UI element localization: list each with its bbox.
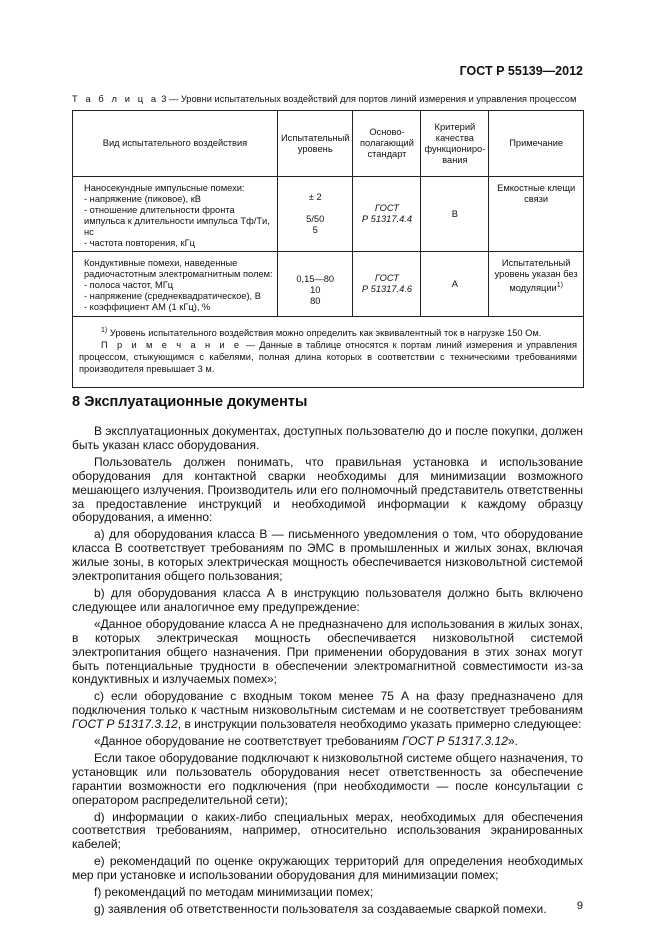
standard: Р 51317.4.4 [361, 214, 413, 224]
paragraph: g) заявления об ответственности пользователя за создаваемые сваркой помехи. [94, 902, 547, 916]
text: ». [507, 734, 518, 749]
col-header: Критерий качества функциониро-вания [421, 111, 489, 177]
level: 5/50 [306, 214, 325, 224]
paragraph: «Данное оборудование класса А не предназначено для использования в жилых зонах, в которых электрическая мощность обеспечивается низковольтной системой электропитания общего назначения. При применении оборудования в этих зонах могут быть потенциальные трудности в обеспечении электромагнитной совместимости из-за кондуктивных и излучаемых помех»; [72, 616, 583, 687]
text: c) если оборудование с входным током менее 75 А на фазу предназначено для подключения только к частным низковольтным системам и не соответствует требованиям [72, 689, 583, 718]
footnote [79, 325, 577, 339]
criterion-cell: A [421, 252, 489, 317]
row-title: Кондуктивные помехи, наведенные радиочастотным электромагнитным полем: [84, 258, 273, 279]
section-title: 8 Эксплуатационные документы [72, 394, 308, 410]
text: , в инструкции пользователя необходимо указать примерно следующее: [177, 717, 582, 732]
level: 0,15—80 [296, 273, 335, 284]
paragraph: Если такое оборудование подключают к низковольтной системе общего назначения, то установщик или пользователь оборудования несет ответственность за обеспечение гарантии возможности его подключения (при необходимости — после консультации с оператором распределительной сети); [72, 750, 583, 807]
caption-prefix: Т а б л и ц а [72, 94, 159, 104]
level: 80 [310, 295, 321, 306]
standard: ГОСТ [374, 203, 399, 213]
col-header: Примечание [489, 111, 584, 177]
level: 10 [310, 284, 321, 295]
standard: Р 51317.4.6 [361, 284, 413, 294]
paragraph [72, 735, 583, 749]
table-footnote-row [73, 317, 584, 388]
paragraph: В эксплуатационных документах, доступных пользователю до и после покупки, должен быть указан класс оборудования. [72, 424, 583, 452]
level: ± 2 [308, 192, 322, 202]
table-caption [72, 94, 576, 104]
note-text: Испытательный уровень указан без модуляции [494, 258, 578, 294]
row-item: - полоса частот, МГц [84, 280, 174, 290]
note-cell [489, 252, 584, 317]
paragraph: b) для оборудования класса А в инструкцию пользователя должно быть включено следующее или аналогичное ему предупреждение: [72, 585, 583, 614]
paragraph: f) рекомендаций по методам минимизации помех; [94, 885, 374, 900]
col-header: Осново-полагающий стандарт [353, 111, 421, 177]
paragraph [72, 690, 583, 732]
note-text: — Данные в таблице относятся к портам линий измерения и управления процессом, стыкующимся с кабелями, полная длина которых в соответствии с техническими требованиями производителя превышает 3 м. [79, 340, 577, 375]
paragraph: e) рекомендаций по оценке окружающих территорий для определения необходимых мер при установке и использовании оборудования для минимизации помех; [72, 854, 583, 883]
row-item: - напряжение (среднеквадратическое), В [84, 291, 261, 301]
standard-cell [353, 252, 421, 317]
note-cell: Емкостные клещи связи [489, 177, 584, 252]
footnote-cell [73, 317, 584, 388]
footnote-ref: 1) [556, 282, 563, 289]
note-prefix: П р и м е ч а н и е [101, 340, 242, 351]
level: 5 [312, 225, 318, 235]
footnote-mark: 1) [101, 327, 108, 334]
standard-reference: ГОСТ Р 51317.3.12 [402, 734, 508, 749]
row-item: - коэффициент АМ (1 кГц), % [84, 302, 211, 312]
row-item: - отношение длительности фронта импульса к длительности импульса Tф/Tи, нс [84, 205, 270, 237]
text: «Данное оборудование не соответствует требованиям [94, 734, 403, 749]
caption-text: 3 — Уровни испытательных воздействий для портов линий измерения и управления процессом [161, 94, 577, 104]
section-body [72, 425, 583, 920]
paragraph: a) для оборудования класса B — письменного уведомления о том, что оборудование класса B соответствует требованиям по ЭМС в промышленных и жилых зонах, включая жилые зоны, в которых электрическая мощность обеспечивается низковольтной системой электропитания общего пользования; [72, 527, 583, 584]
paragraph: d) информации о каких-либо специальных мерах, необходимых для обеспечения соответствия требованиям, например, относительно использования экранированных кабелей; [72, 809, 583, 852]
table-note [79, 339, 577, 375]
table-row [73, 252, 584, 317]
standard: ГОСТ [374, 273, 399, 283]
page-number: 9 [576, 900, 583, 912]
level-cell [278, 252, 353, 317]
row-item: - напряжение (пиковое), кВ [84, 194, 201, 204]
paragraph: Пользователь должен понимать, что правильная установка и использование оборудования для контактной сварки необходимы для минимизации возможного мешающего излучения. Производитель или его полномочный представитель ответственны за предоставление инструкций и необходимой информации к каждому образцу оборудования, а именно: [72, 454, 583, 525]
table-header-row [73, 111, 584, 177]
col-header: Вид испытательного воздействия [73, 111, 278, 177]
row-item: - частота повторения, кГц [84, 238, 195, 248]
test-type-cell [73, 177, 278, 252]
standard-reference: ГОСТ Р 51317.3.12 [72, 717, 178, 732]
test-levels-table [72, 110, 584, 388]
footnote-text: Уровень испытательного воздействия можно определить как эквивалентный ток в нагрузке 150 Ом. [109, 328, 542, 339]
col-header: Испытательный уровень [278, 111, 353, 177]
level-cell [278, 177, 353, 252]
row-title: Наносекундные импульсные помехи: [84, 183, 245, 193]
criterion-cell: B [421, 177, 489, 252]
test-type-cell [73, 252, 278, 317]
table-row [73, 177, 584, 252]
document-number: ГОСТ Р 55139—2012 [459, 64, 583, 78]
standard-cell [353, 177, 421, 252]
